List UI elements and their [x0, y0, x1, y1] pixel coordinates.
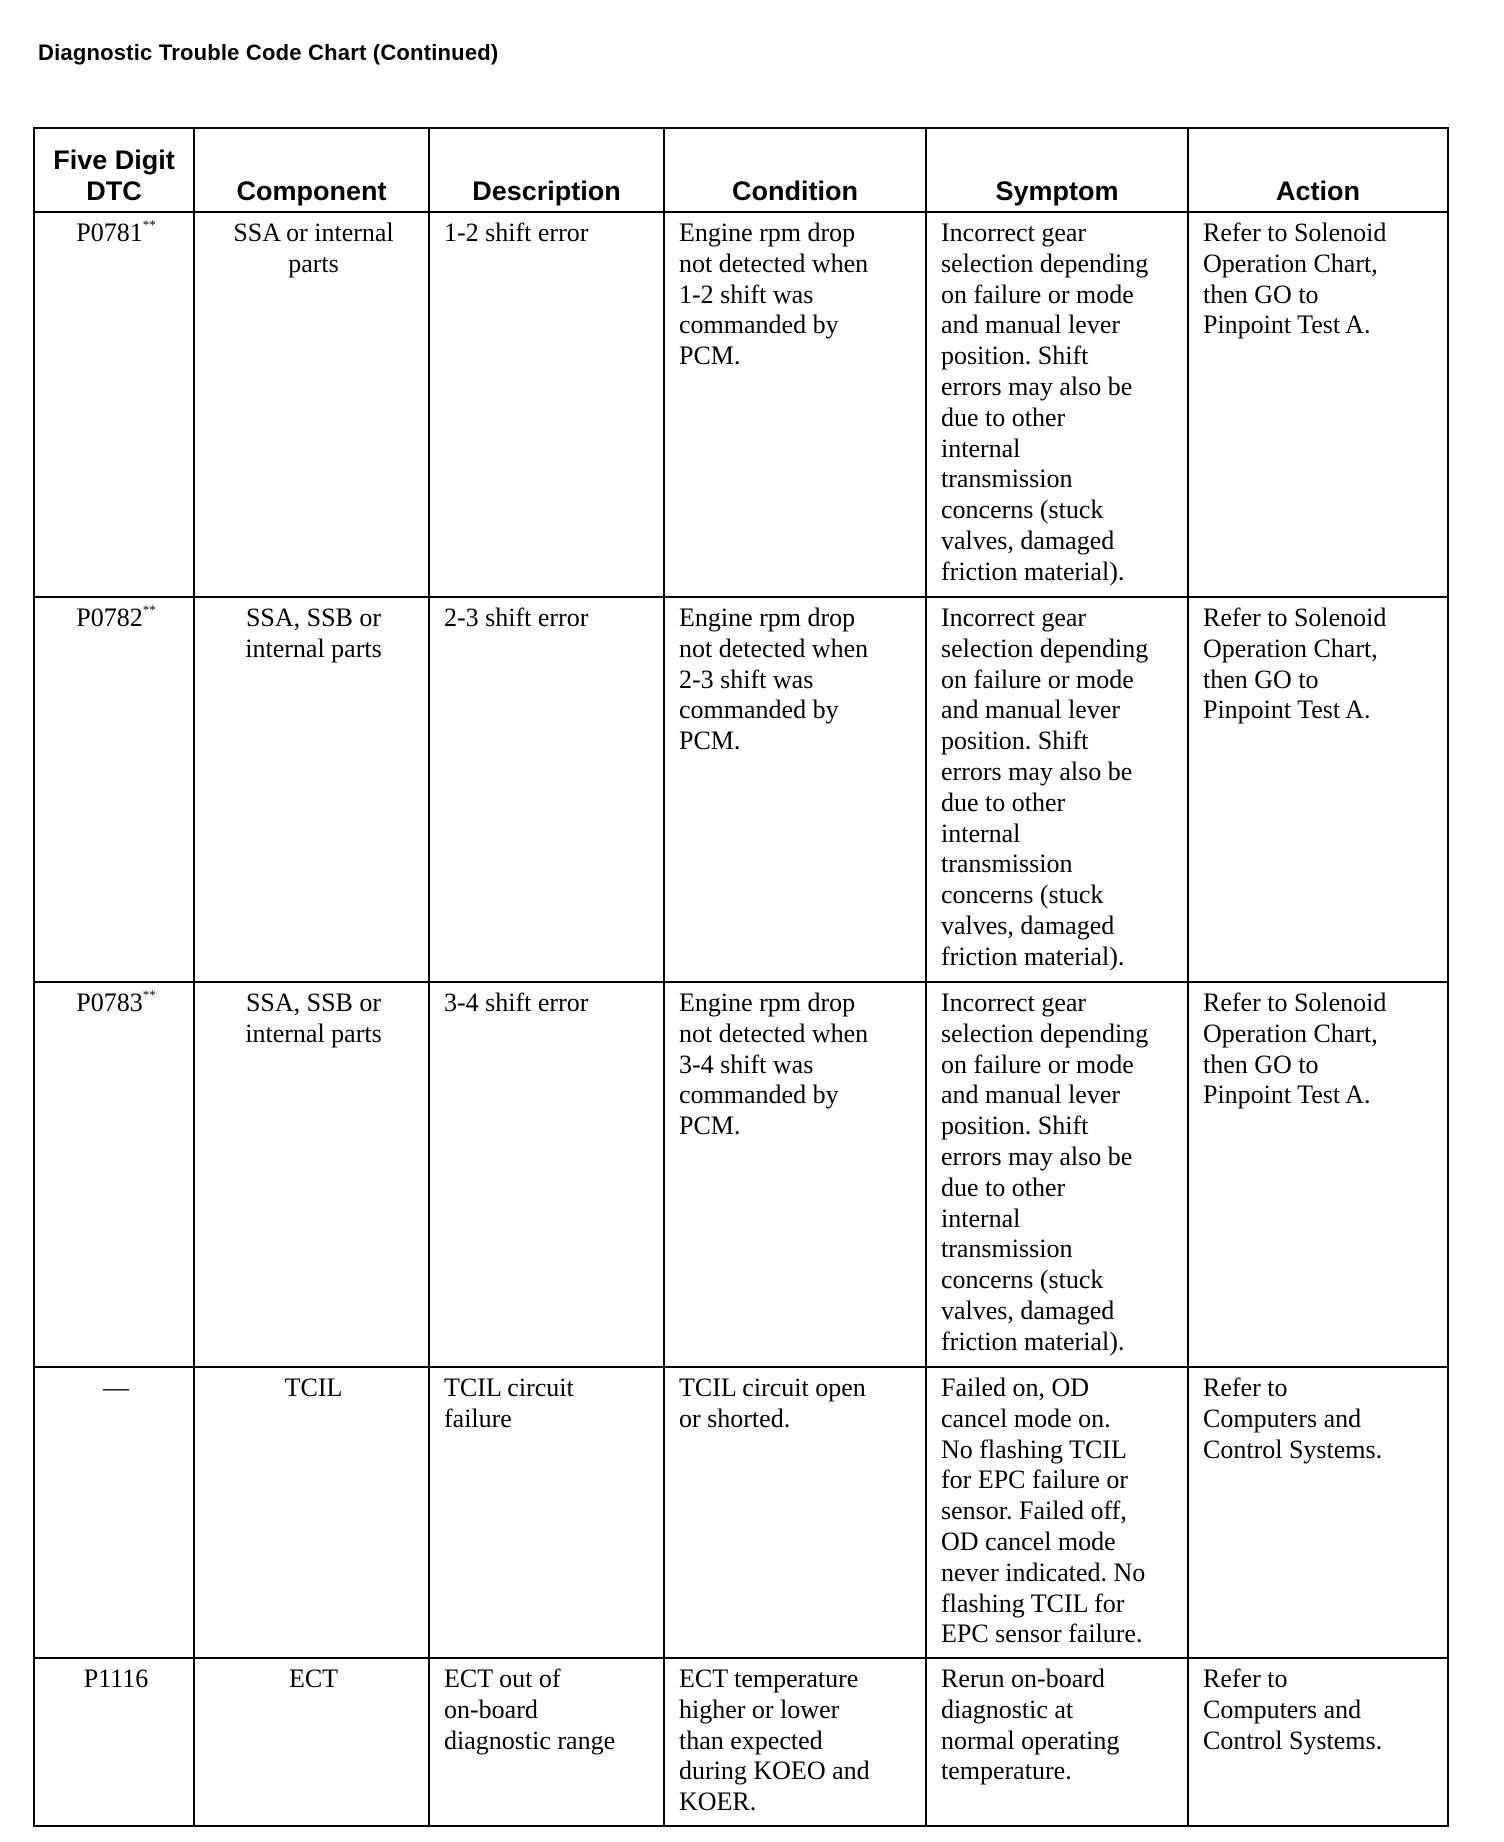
table-row: [34, 1658, 1448, 1826]
cell-component: ECT: [194, 1658, 429, 1826]
cell-dtc: [34, 212, 194, 597]
cell-action: Refer to Computers and Control Systems.: [1188, 1658, 1448, 1826]
page-title: Diagnostic Trouble Code Chart (Continued): [38, 40, 499, 65]
cell-component: TCIL: [194, 1367, 429, 1658]
table-row: [34, 1367, 1448, 1658]
cell-action: Refer to Solenoid Operation Chart, then GO to Pinpoint Test A.: [1188, 597, 1448, 982]
cell-component: SSA or internal parts: [194, 212, 429, 597]
header-description: Description: [429, 128, 664, 212]
cell-action: Refer to Solenoid Operation Chart, then GO to Pinpoint Test A.: [1188, 212, 1448, 597]
dtc-footnote-mark: **: [142, 217, 156, 232]
cell-symptom: Rerun on-board diagnostic at normal operating temperature.: [926, 1658, 1188, 1826]
table-row: [34, 597, 1448, 982]
cell-condition: TCIL circuit open or shorted.: [664, 1367, 926, 1658]
dtc-footnote-mark: **: [142, 987, 156, 1002]
cell-symptom: Failed on, OD cancel mode on. No flashing TCIL for EPC failure or sensor. Failed off, OD cancel mode never indicated. No flashing TCIL for EPC sensor failure.: [926, 1367, 1188, 1658]
cell-dtc: [34, 597, 194, 982]
dtc-code: —: [103, 1373, 129, 1402]
cell-dtc: [34, 1367, 194, 1658]
table-row: [34, 982, 1448, 1367]
cell-action: Refer to Computers and Control Systems.: [1188, 1367, 1448, 1658]
header-component: Component: [194, 128, 429, 212]
cell-action: Refer to Solenoid Operation Chart, then GO to Pinpoint Test A.: [1188, 982, 1448, 1367]
dtc-code: P0781: [76, 218, 143, 247]
cell-description: ECT out of on-board diagnostic range: [429, 1658, 664, 1826]
cell-condition: Engine rpm drop not detected when 1-2 shift was commanded by PCM.: [664, 212, 926, 597]
header-row: [34, 128, 1448, 212]
cell-description: TCIL circuit failure: [429, 1367, 664, 1658]
header-dtc: Five Digit DTC: [34, 128, 194, 212]
cell-dtc: [34, 1658, 194, 1826]
dtc-footnote-mark: **: [142, 602, 156, 617]
cell-dtc: [34, 982, 194, 1367]
dtc-code: P1116: [83, 1664, 149, 1693]
header-condition: Condition: [664, 128, 926, 212]
cell-component: SSA, SSB or internal parts: [194, 982, 429, 1367]
cell-condition: ECT temperature higher or lower than expected during KOEO and KOER.: [664, 1658, 926, 1826]
cell-description: 2-3 shift error: [429, 597, 664, 982]
table-row: [34, 212, 1448, 597]
cell-description: 3-4 shift error: [429, 982, 664, 1367]
header-symptom: Symptom: [926, 128, 1188, 212]
cell-component: SSA, SSB or internal parts: [194, 597, 429, 982]
cell-symptom: Incorrect gear selection depending on failure or mode and manual lever position. Shift errors may also be due to other internal transmission concerns (stuck valves, damaged friction material).: [926, 597, 1188, 982]
cell-condition: Engine rpm drop not detected when 2-3 shift was commanded by PCM.: [664, 597, 926, 982]
header-action: Action: [1188, 128, 1448, 212]
cell-symptom: Incorrect gear selection depending on failure or mode and manual lever position. Shift errors may also be due to other internal transmission concerns (stuck valves, damaged friction material).: [926, 982, 1188, 1367]
dtc-table: [33, 127, 1449, 1827]
cell-condition: Engine rpm drop not detected when 3-4 shift was commanded by PCM.: [664, 982, 926, 1367]
cell-description: 1-2 shift error: [429, 212, 664, 597]
dtc-code: P0783: [76, 988, 143, 1017]
cell-symptom: Incorrect gear selection depending on failure or mode and manual lever position. Shift errors may also be due to other internal transmission concerns (stuck valves, damaged friction material).: [926, 212, 1188, 597]
dtc-code: P0782: [76, 603, 143, 632]
